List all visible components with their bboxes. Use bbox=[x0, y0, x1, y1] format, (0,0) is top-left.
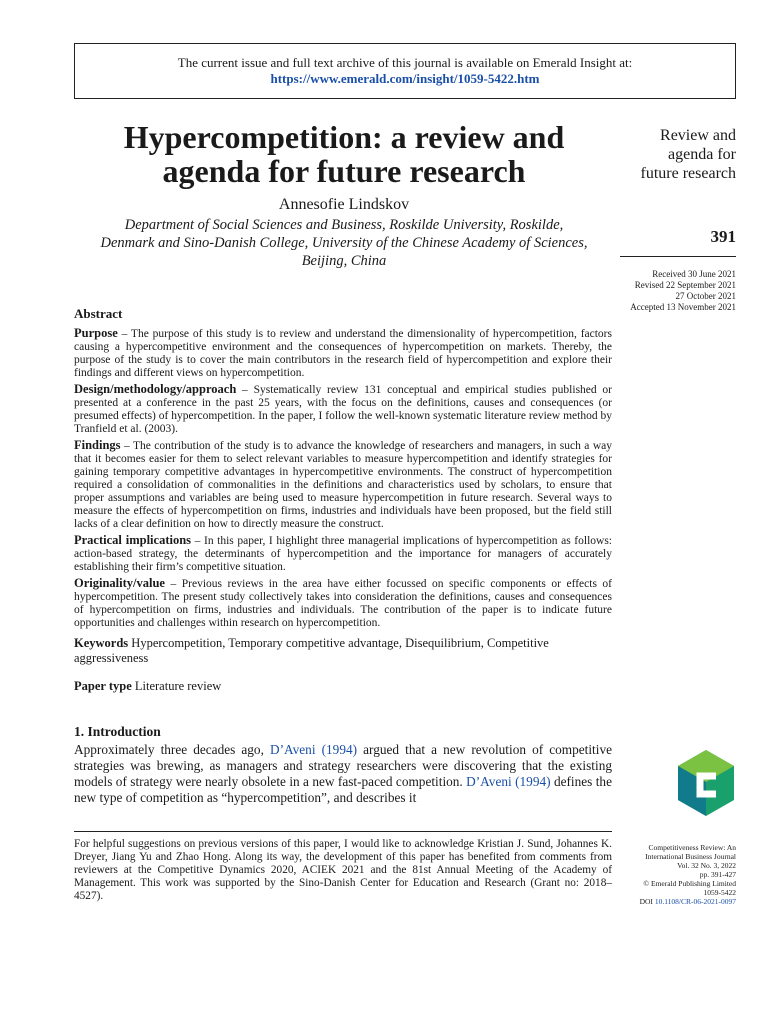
sidebar-divider bbox=[620, 256, 736, 257]
running-title-line: agenda for bbox=[668, 146, 736, 163]
citation-link[interactable]: D’Aveni (1994) bbox=[269, 742, 358, 757]
issn: 1059-5422 bbox=[703, 888, 736, 897]
paper-type-text: Literature review bbox=[131, 679, 222, 693]
footnote-divider bbox=[74, 831, 612, 832]
section-label: Findings bbox=[74, 438, 121, 452]
abstract-heading: Abstract bbox=[74, 306, 123, 321]
paper-type bbox=[74, 680, 612, 693]
keywords-text: Hypercompetition, Temporary competitive advantage, Disequilibrium, Competitive aggressiveness bbox=[74, 636, 549, 665]
journal-name: Competitiveness Review: An bbox=[648, 843, 736, 852]
section-text: – The purpose of this study is to review and understand the dimensionality of hypercompetition, factors causing a hypercompetitive environment and the consequences of hypercompetition on markets. Thereby, the purpose of the study is to cover the main contributors in the research field of hypercompetition and explore their findings and different views on hypercompetition. bbox=[74, 328, 612, 379]
copyright: © Emerald Publishing Limited bbox=[643, 879, 736, 888]
journal-metadata bbox=[600, 843, 736, 906]
title-line: Hypercompetition: a review and bbox=[123, 119, 565, 155]
journal-name: International Business Journal bbox=[645, 852, 736, 861]
section-label: Practical implications bbox=[74, 533, 192, 547]
body-text: argued that a new revolution of competitive strategies was brewing, as managers and strategy researchers were discovering that the existing models of strategy were nearly obsolete in a new fast-paced competition. bbox=[74, 742, 612, 789]
section-text: – Systematically review 131 conceptual and empirical studies published or presented at a conference in the past 25 years, with the focus on the definitions, causes and consequences (or presumed effects) of hypercompetition. In the paper, I follow the well-known systematic literature review method by Tranfield et al. (2003). bbox=[74, 384, 612, 435]
article-title bbox=[74, 120, 614, 188]
crossmark-logo[interactable] bbox=[676, 748, 736, 818]
introduction-section bbox=[74, 724, 612, 806]
doi-link[interactable]: 10.1108/CR-06-2021-0097 bbox=[654, 897, 736, 906]
section-text: – Previous reviews in the area have either focussed on specific components or effects of hypercompetition. The present study collectively takes into consideration the definitions, causes and consequences of hypercompetition on firms, industries and individuals. The contribution of the paper is to indicate future opportunities and challenges within research on hypercompetition. bbox=[74, 578, 612, 629]
abstract-purpose bbox=[74, 327, 612, 380]
volume-info: Vol. 32 No. 3, 2022 bbox=[677, 861, 736, 870]
keywords bbox=[74, 636, 612, 666]
received-date: Received 30 June 2021 bbox=[652, 269, 736, 279]
journal-access-box bbox=[74, 43, 736, 99]
affiliation bbox=[74, 216, 614, 270]
journal-url-link[interactable]: https://www.emerald.com/insight/1059-5422.htm bbox=[270, 71, 540, 86]
section-text: – In this paper, I highlight three managerial implications of hypercompetition as follows: action-based strategy, the determinants of hypercompetition and the importance for managers of accurately establishing their firm’s competitive situation. bbox=[74, 535, 613, 573]
body-text: Approximately three decades ago, bbox=[74, 742, 270, 757]
abstract-originality bbox=[74, 577, 612, 630]
affiliation-line: Beijing, China bbox=[301, 253, 387, 269]
citation-link[interactable]: D’Aveni (1994) bbox=[466, 774, 551, 789]
keywords-label: Keywords bbox=[74, 636, 129, 650]
doi-label: DOI bbox=[639, 897, 655, 906]
accepted-date: Accepted 13 November 2021 bbox=[630, 302, 736, 312]
author-name: Annesofie Lindskov bbox=[278, 196, 410, 213]
access-notice: The current issue and full text archive of this journal is available on Emerald Insight at: bbox=[177, 55, 633, 70]
acknowledgement-footnote: For helpful suggestions on previous versions of this paper, I would like to acknowledge Kristian J. Sund, Johannes K. Dreyer, Jiang Yu and Zhao Hong. Along its way, the development of this paper has benefited from comments from reviewers at the Competitive Dynamics 2020, ACIEK 2021 and the 81st Annual Meeting of the Academy of Management. This work was supported by the Sino-Danish Center for Education and Research (Grant no: 2018–4527). bbox=[74, 838, 612, 902]
affiliation-line: Denmark and Sino-Danish College, University of the Chinese Academy of Sciences, bbox=[100, 235, 588, 251]
section-label: Design/methodology/approach bbox=[74, 382, 237, 396]
affiliation-line: Department of Social Sciences and Business, Roskilde University, Roskilde, bbox=[124, 217, 564, 233]
running-title bbox=[610, 126, 736, 183]
body-text: defines the new type of competition as “hypercompetition”, and describes it bbox=[74, 774, 612, 805]
doi-line bbox=[600, 897, 736, 906]
paper-type-label: Paper type bbox=[74, 679, 132, 693]
running-title-line: future research bbox=[640, 165, 736, 182]
revised-date: Revised 22 September 2021 bbox=[634, 280, 736, 290]
abstract-section bbox=[74, 307, 612, 696]
page-number: 391 bbox=[710, 227, 736, 246]
title-line: agenda for future research bbox=[162, 153, 526, 189]
introduction-heading: 1. Introduction bbox=[74, 724, 161, 739]
page-range: pp. 391-427 bbox=[699, 870, 736, 879]
section-label: Originality/value bbox=[74, 576, 165, 590]
abstract-practical bbox=[74, 534, 612, 574]
section-text: – The contribution of the study is to advance the knowledge of researchers and managers, in such a way that it becomes easier for them to select relevant variables to measure hypercompetition and identify strategies for gaining temporary competitive advantages in hypercompetitive environments. The construct of hypercompetition required a consolidation of commonalities in the definitions and characteristics used by scholars, to ensure that proper assumptions and variables are being used to measure hypercompetition in future research. Several ways to measure the effects of hypercompetition on firms, industries and individuals have been proposed, but the field still lacks of a clear definition on how to directly measure the construct. bbox=[74, 440, 612, 530]
revised-date: 27 October 2021 bbox=[675, 291, 736, 301]
section-label: Purpose bbox=[74, 326, 118, 340]
running-title-line: Review and bbox=[660, 127, 736, 144]
submission-dates bbox=[600, 269, 736, 313]
introduction-paragraph bbox=[74, 742, 612, 806]
abstract-findings bbox=[74, 439, 612, 531]
abstract-design bbox=[74, 383, 612, 436]
